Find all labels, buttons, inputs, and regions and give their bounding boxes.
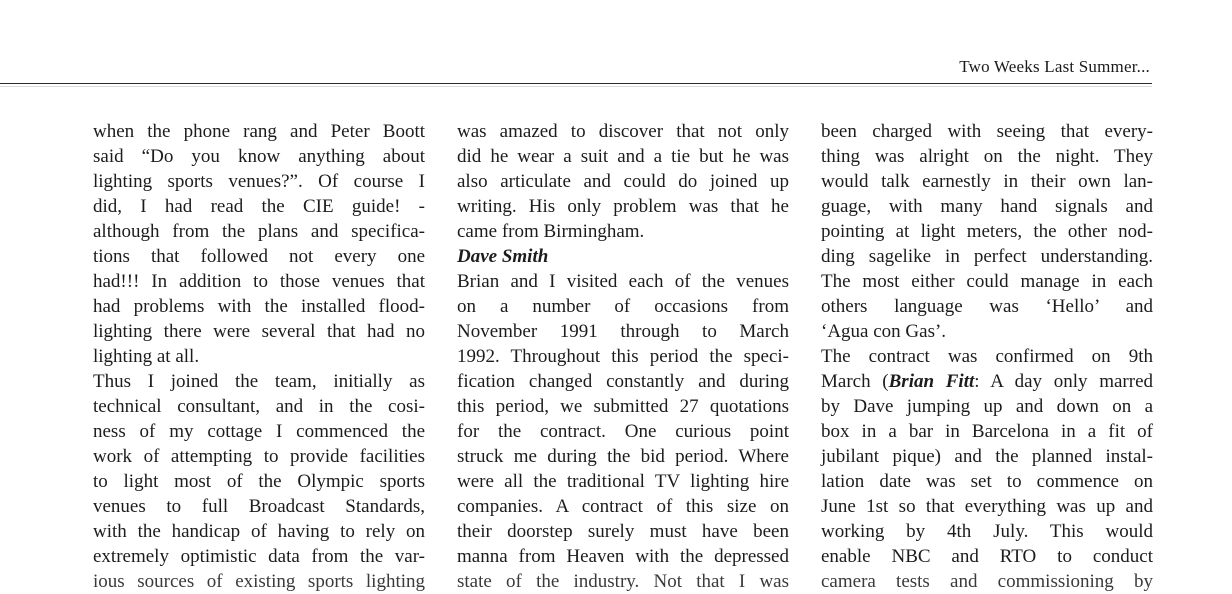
speaker-name: Brian Fitt [888,371,975,392]
text-run: : A day only marred [974,371,1154,392]
text-line: lighting at all. [93,346,200,367]
text-line: did, I had read the CIE guide! - [93,196,425,217]
text-line: would talk earnestly in their own lan- [821,171,1153,192]
text-line: was amazed to discover that not only [457,121,789,142]
text-line: struck me during the bid period. Where [457,446,789,467]
text-line: although from the plans and specifica- [93,221,425,242]
text-line: venues to full Broadcast Standards, [93,496,425,517]
text-line: pointing at light meters, the other nod- [821,221,1153,242]
text-line: ding sagelike in perfect understanding. [821,246,1153,267]
text-line: box in a bar in Barcelona in a fit of [821,421,1153,442]
text-line: Thus I joined the team, initially as [93,371,425,392]
section-byline: Dave Smith [457,246,549,267]
text-line: The contract was confirmed on 9th [821,346,1153,367]
text-line: tions that followed not every one [93,246,425,267]
text-line: work of attempting to provide facilities [93,446,425,467]
text-line: working by 4th July. This would [821,521,1153,542]
text-line: companies. A contract of this size on [457,496,789,517]
text-line: ‘Agua con Gas’. [821,321,947,342]
text-line: by Dave jumping up and down on a [821,396,1153,417]
text-run: March ( [821,371,889,392]
text-line: did he wear a suit and a tie but he was [457,146,789,167]
text-line-partial: ious sources of existing sports lighting [93,571,425,592]
text-line: said “Do you know anything about [93,146,425,167]
text-line: Brian and I visited each of the venues [457,271,789,292]
text-column-2 [457,119,789,592]
text-line: manna from Heaven with the depressed [457,546,789,567]
text-line: fication changed constantly and during [457,371,789,392]
text-line: extremely optimistic data from the var- [93,546,425,567]
header-rule [0,83,1152,84]
text-line: on a number of occasions from [457,296,789,317]
text-line: enable NBC and RTO to conduct [821,546,1153,567]
text-line: been charged with seeing that every- [821,121,1153,142]
text-line-partial: camera tests and commissioning by [821,571,1153,592]
header-rule-shadow [0,86,1152,87]
text-line: technical consultant, and in the cosi- [93,396,425,417]
text-line: lation date was set to commence on [821,471,1153,492]
text-line: this period, we submitted 27 quotations [457,396,789,417]
text-line: ness of my cottage I commenced the [93,421,425,442]
text-line-partial: state of the industry. Not that I was [457,571,789,592]
text-line: thing was alright on the night. They [821,146,1153,167]
text-line: writing. His only problem was that he [457,196,789,217]
text-line: had!!! In addition to those venues that [93,271,425,292]
text-line: others language was ‘Hello’ and [821,296,1153,317]
text-line: guage, with many hand signals and [821,196,1153,217]
text-line: The most either could manage in each [821,271,1153,292]
text-line: also articulate and could do joined up [457,171,789,192]
text-line: were all the traditional TV lighting hire [457,471,789,492]
text-line: when the phone rang and Peter Boott [93,121,425,142]
text-column-3 [821,119,1154,592]
text-line-mixed [821,369,1153,394]
text-line: lighting sports venues?”. Of course I [93,171,425,192]
text-line: November 1991 through to March [457,321,789,342]
text-line: came from Birmingham. [457,221,645,242]
text-line: jubilant pique) and the planned instal- [821,446,1153,467]
text-line: for the contract. One curious point [457,421,789,442]
running-head: Two Weeks Last Summer... [959,57,1150,76]
text-line: to light most of the Olympic sports [93,471,425,492]
text-line: their doorstep surely must have been [457,521,789,542]
text-line: 1992. Throughout this period the speci- [457,346,789,367]
text-line: June 1st so that everything was up and [821,496,1153,517]
text-line: lighting there were several that had no [93,321,425,342]
text-column-1 [93,119,425,592]
text-line: with the handicap of having to rely on [93,521,425,542]
text-line: had problems with the installed flood- [93,296,425,317]
